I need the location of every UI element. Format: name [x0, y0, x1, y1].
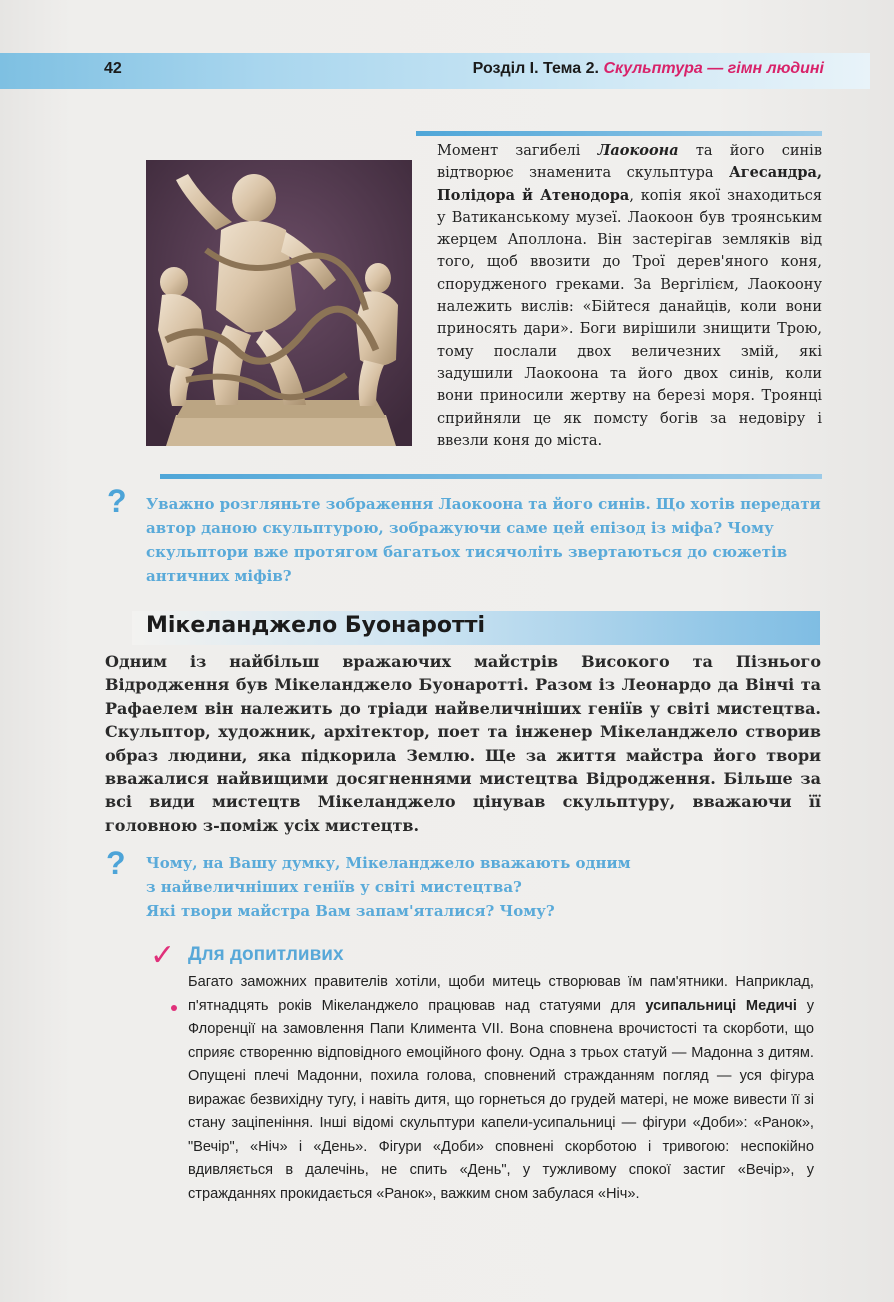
intro-text-2: та його синів відтворює знаменита скульптура — [437, 143, 822, 182]
intro-sculptors: Агесандра, Полідора й Атенодора — [437, 164, 822, 204]
curious-text-2: у Флоренції на замовлення Папи Климента VII. Вона сповнена врочистості та скорботи, що сприяє створенню відповідного емоційного фону. Одна з трьох статуй — Мадонна з дитям. Опущені плечі Мадонни, похила голова, сповнений стражданням погляд — уся фігура виражає безвихідну тугу, і навіть дитя, що горнеться до грудей матері, не може вивести її зі стану заціпеніння. Інші відомі скульптури капели-усипальниці — фігури «Доби»: «Ранок», "Вечір", «Ніч» і «День». Фігури «Доби» сповнені скорботою і тривогою: неспокійно вдивляється в далечінь, не спить «День", у тужливому спокої застиг «Вечір», у стражданнях прокидається «Ранок», важким сном забулася «Ніч». — [188, 997, 814, 1202]
mid-rule — [160, 474, 822, 479]
question-mark-icon-2: ? — [106, 845, 126, 881]
question-michelangelo — [146, 851, 706, 923]
question-mark-icon: ? — [107, 483, 127, 519]
chapter-label: Розділ І. Тема 2. — [472, 60, 599, 77]
intro-text-1: Момент загибелі — [437, 143, 598, 159]
bullet-dot-icon — [171, 1005, 177, 1011]
checkmark-icon: ✓ — [150, 938, 176, 973]
laocoon-sculpture-image — [146, 160, 412, 446]
curious-tomb: усипальниці Медичі — [645, 997, 797, 1014]
michelangelo-paragraph — [105, 650, 821, 837]
question-line-1: Чому, на Вашу думку, Мікеланджело вважають одним — [146, 854, 631, 872]
curious-paragraph — [188, 971, 814, 1206]
curious-title: Для допитливих — [188, 944, 344, 965]
intro-text-3: , копія якої знаходиться у Ватиканському музеї. Лаокоон був троянським жерцем Аполлона. Він застерігав земляків від того, щоб ввозити до Трої дерев'яного коня, спорудженого греками. За Вергілієм, Лаокоону належить вислів: «Бійтеся данайців, коли вони приносять дари». Боги вирішили знищити Трою, тому послали двох величезних змій, які задушили Лаокоона та його двох синів, коли вони приносили жертву на березі моря. Троянці сприйняли це як помсту богів за недовіру і ввезли коня до міста. — [437, 187, 822, 449]
question-laocoon: Уважно розгляньте зображення Лаокоона та його синів. Що хотів передати автор даною скульптурою, зображуючи саме цей епізод із міфа? Чому скульптори вже протягом багатьох тисячоліть звертаються до сюжетів античних міфів? — [146, 495, 821, 585]
intro-laocoon: Лаокоона — [597, 142, 679, 159]
page-number: 42 — [104, 60, 122, 77]
section-text-2: . Разом із Леонардо да Вінчі та Рафаелем він належить до тріади найвеличніших геніїв у світі мистецтва. Скульптор, художник, архітектор, поет та інженер Мікеланджело створив образ людини, яка підкорила Землю. Ще за життя майстра його твори вважалися найвищими досягненнями мистецтва Відродження. Більше за всі види мистецтв Мікеланджело цінував скульптуру, вважаючи її головною з-поміж усіх мистецтв. — [105, 675, 822, 835]
laocoon-paragraph — [437, 140, 822, 452]
section-text-1: Одним із найбільш вражаючих майстрів Високого та Пізнього Відродження був — [105, 652, 821, 695]
section-title: Мікеланджело Буонаротті — [146, 613, 486, 638]
top-rule — [416, 131, 822, 136]
question-line-3: Які твори майстра Вам запам'яталися? Чому? — [146, 902, 555, 920]
section-michelangelo: Мікеланджело Буонаротті — [274, 675, 524, 695]
running-head — [473, 60, 824, 78]
question-line-2: з найвеличніших геніїв у світі мистецтва? — [146, 878, 522, 896]
curious-text-1: Багато заможних правителів хотіли, щоби митець створював їм пам'ятники. Наприклад, п'ятнадцять років Мікеланджело працював над статуями для — [188, 974, 814, 1014]
topic-label: Скульптура — гімн людині — [603, 60, 824, 77]
